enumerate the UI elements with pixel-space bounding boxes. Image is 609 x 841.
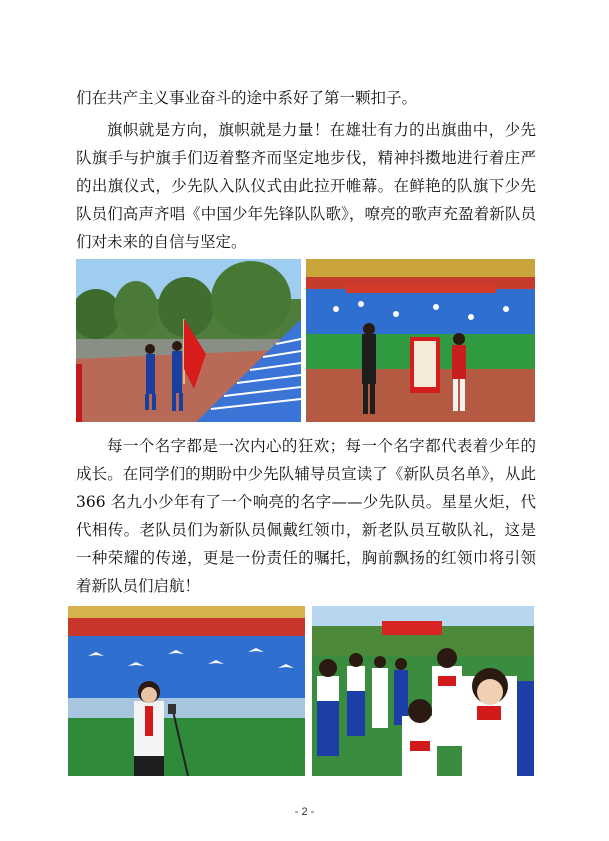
paragraph-flag-ceremony: 旗帜就是方向，旗帜就是力量！在雄壮有力的出旗曲中，少先队旗手与护旗手们迈着整齐而坚定地步伐，精神抖擞地进行着庄严的出旗仪式，少先队入队仪式由此拉开帷幕。在鲜艳的队旗下少先队员们高声齐唱《中国少年先锋队队歌》，嘹亮的歌声充盈着新队员们对未来的自信与坚定。 (76, 121, 536, 251)
photo-flag-bearers (76, 259, 301, 422)
photo-teacher-reading-list (68, 606, 305, 776)
paragraph-continuation: 们在共产主义事业奋斗的途中系好了第一颗扣子。 (76, 89, 418, 107)
photo-stage-singing (306, 259, 535, 422)
paragraph-new-members: 每一个名字都是一次内心的狂欢；每一个名字都代表着少年的成长。在同学们的期盼中少先队辅导员宣读了《新队员名单》，从此 366 名九小少年有了一个响亮的名字——少先队员。星星火炬，代代相传。老队员们为新队员佩戴红领巾，新老队员互敬队礼，这是一种荣耀的传递，更是一份责任的嘱托，胸前飘扬的红领巾将引领着新队员们启航！ (76, 437, 536, 595)
page-number: - 2 - (294, 806, 315, 818)
photo-red-scarf-ceremony (312, 606, 534, 776)
